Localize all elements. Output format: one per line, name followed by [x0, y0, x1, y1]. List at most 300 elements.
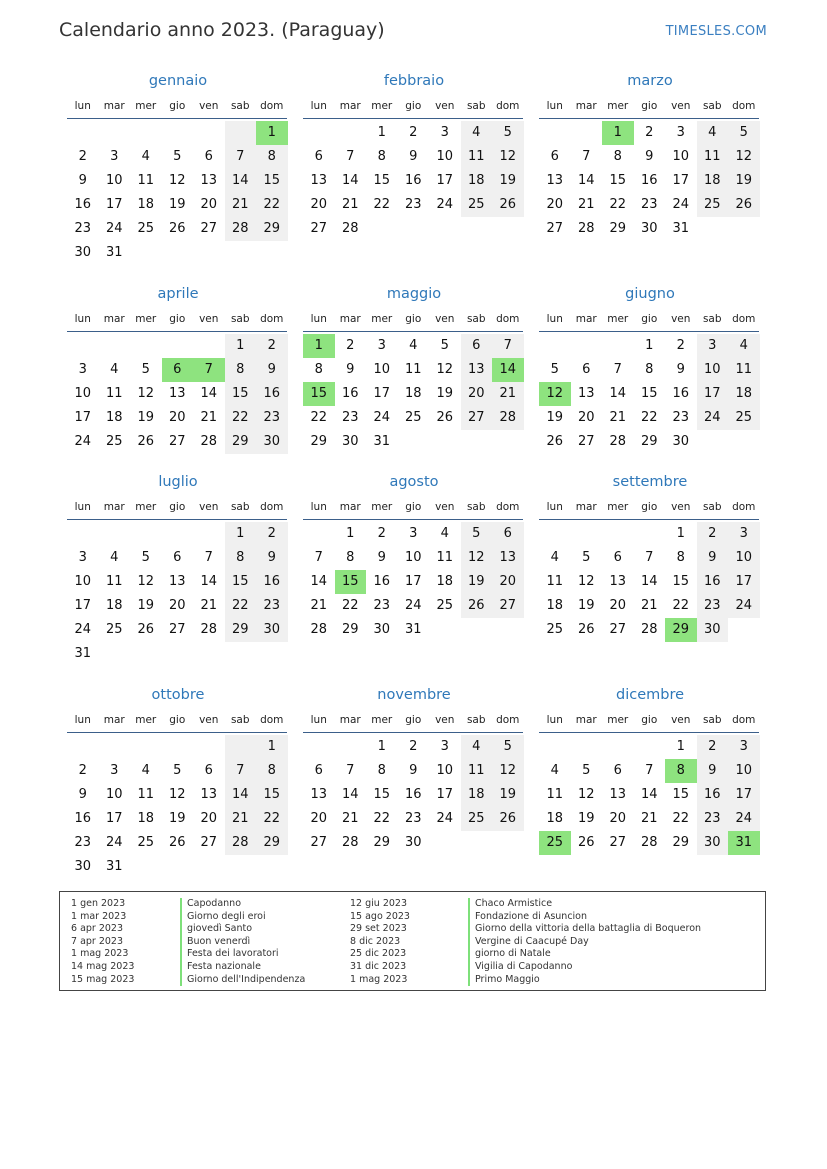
day-cell: 16	[74, 197, 92, 212]
day-cell: 21	[341, 197, 359, 212]
day-cell: 29	[310, 434, 328, 449]
weekday-label: mar	[103, 100, 125, 112]
day-cell: 15	[225, 570, 257, 594]
day-cell: 24	[728, 807, 760, 831]
day-cell: 13	[577, 386, 595, 401]
day-cell: 28	[310, 622, 328, 637]
legend-holiday-name: Vigilia di Capodanno	[468, 961, 701, 974]
day-cell: 12	[577, 574, 595, 589]
day-cell: 26	[168, 835, 186, 850]
day-cell: 14	[225, 783, 257, 807]
day-cell: 2	[409, 739, 418, 754]
month-divider	[303, 732, 523, 733]
day-cell: 16	[256, 570, 288, 594]
day-cell-holiday: 1	[303, 334, 335, 358]
day-cell: 17	[105, 811, 123, 826]
legend-holiday-name: Festa dei lavoratori	[180, 948, 305, 961]
day-cell: 22	[256, 807, 288, 831]
day-cell: 11	[105, 386, 123, 401]
day-cell: 11	[404, 362, 422, 377]
weekday-label: ven	[435, 313, 455, 325]
day-cell: 10	[728, 759, 760, 783]
day-cell: 8	[676, 550, 685, 565]
weekday-label: dom	[732, 313, 756, 325]
weekday-header	[67, 501, 289, 515]
day-cell: 2	[409, 125, 418, 140]
day-cell: 6	[204, 149, 213, 164]
day-cell: 21	[640, 811, 658, 826]
day-cell: 28	[225, 831, 257, 855]
day-grid	[303, 522, 525, 666]
day-cell: 17	[728, 570, 760, 594]
day-cell: 23	[672, 410, 690, 425]
day-cell-holiday: 1	[602, 121, 634, 145]
legend-holiday-date: 25 dic 2023	[350, 948, 407, 960]
day-cell: 22	[672, 598, 690, 613]
month-novembre	[303, 687, 525, 887]
day-cell: 23	[256, 594, 288, 618]
day-cell: 27	[577, 434, 595, 449]
day-cell: 2	[256, 334, 288, 358]
weekday-label: dom	[496, 714, 520, 726]
month-title: dicembre	[615, 687, 685, 703]
weekday-label: lun	[546, 501, 563, 513]
day-cell: 13	[461, 358, 493, 382]
weekday-label: ven	[671, 714, 691, 726]
day-cell: 10	[436, 763, 454, 778]
day-cell: 7	[225, 145, 257, 169]
day-cell: 12	[492, 759, 524, 783]
day-cell: 16	[640, 173, 658, 188]
day-cell: 2	[697, 735, 729, 759]
weekday-label: sab	[230, 100, 250, 112]
day-cell: 29	[256, 217, 288, 241]
day-cell: 13	[609, 574, 627, 589]
day-cell: 27	[609, 622, 627, 637]
day-cell: 12	[168, 787, 186, 802]
day-cell: 7	[225, 759, 257, 783]
day-cell: 22	[672, 811, 690, 826]
day-cell: 7	[582, 149, 591, 164]
day-cell: 19	[137, 410, 155, 425]
month-divider	[303, 331, 523, 332]
weekday-label: gio	[405, 714, 422, 726]
weekday-label: ven	[435, 714, 455, 726]
day-cell: 16	[341, 386, 359, 401]
day-cell: 8	[346, 550, 355, 565]
day-cell: 26	[546, 434, 564, 449]
day-cell-holiday: 7	[193, 358, 225, 382]
day-grid	[539, 121, 761, 265]
weekday-label: sab	[466, 100, 486, 112]
day-cell: 19	[492, 169, 524, 193]
day-cell: 15	[256, 783, 288, 807]
day-cell: 26	[436, 410, 454, 425]
weekday-label: mer	[371, 714, 393, 726]
day-cell: 29	[609, 221, 627, 236]
day-cell: 11	[137, 787, 155, 802]
day-cell: 16	[256, 382, 288, 406]
day-cell: 3	[78, 550, 87, 565]
weekday-label: lun	[74, 714, 91, 726]
day-cell: 16	[672, 386, 690, 401]
day-cell: 24	[404, 598, 422, 613]
day-cell: 27	[546, 221, 564, 236]
day-cell: 8	[377, 149, 386, 164]
weekday-label: dom	[496, 100, 520, 112]
day-cell-empty	[225, 121, 257, 145]
weekday-label: mer	[135, 501, 157, 513]
day-cell: 24	[697, 406, 729, 430]
day-cell: 12	[168, 173, 186, 188]
month-title: luglio	[158, 474, 198, 490]
weekday-label: mer	[135, 100, 157, 112]
month-title: gennaio	[148, 73, 208, 89]
day-cell: 12	[577, 787, 595, 802]
day-cell-holiday: 25	[539, 831, 571, 855]
month-marzo	[539, 73, 761, 273]
day-cell: 5	[728, 121, 760, 145]
legend-right-dates	[350, 898, 410, 986]
legend-holiday-date: 1 gen 2023	[71, 898, 126, 909]
weekday-label: gio	[169, 501, 186, 513]
day-cell: 20	[200, 197, 218, 212]
weekday-label: dom	[732, 714, 756, 726]
day-cell: 25	[105, 434, 123, 449]
day-cell: 26	[168, 221, 186, 236]
day-cell: 14	[577, 173, 595, 188]
weekday-label: mar	[575, 714, 597, 726]
day-cell: 13	[200, 787, 218, 802]
day-cell: 28	[577, 221, 595, 236]
day-cell: 18	[105, 598, 123, 613]
month-luglio	[67, 474, 289, 674]
month-divider	[67, 732, 287, 733]
legend-left-dates	[71, 898, 134, 986]
weekday-label: lun	[74, 313, 91, 325]
day-cell: 23	[256, 406, 288, 430]
day-cell: 24	[74, 622, 92, 637]
day-cell: 9	[256, 546, 288, 570]
day-grid	[67, 121, 289, 265]
day-cell: 25	[461, 807, 493, 831]
weekday-label: ven	[199, 714, 219, 726]
legend-holiday-name: Vergine di Caacupé Day	[468, 936, 701, 949]
day-cell: 30	[341, 434, 359, 449]
day-cell: 7	[645, 550, 654, 565]
day-cell: 31	[404, 622, 422, 637]
brand-logo-text[interactable]: TIMESLES.COM	[665, 24, 767, 39]
weekday-label: ven	[199, 501, 219, 513]
day-cell: 4	[728, 334, 760, 358]
day-cell: 3	[78, 362, 87, 377]
day-cell: 8	[377, 763, 386, 778]
day-grid	[67, 522, 289, 666]
day-cell: 28	[640, 622, 658, 637]
day-grid	[303, 334, 525, 478]
weekday-label: mer	[371, 313, 393, 325]
legend-holiday-date: 12 giu 2023	[350, 898, 407, 909]
day-cell: 6	[613, 550, 622, 565]
day-cell: 6	[314, 149, 323, 164]
day-cell: 4	[461, 121, 493, 145]
weekday-label: dom	[496, 501, 520, 513]
day-cell: 10	[373, 362, 391, 377]
day-cell: 26	[137, 434, 155, 449]
weekday-label: mer	[607, 501, 629, 513]
day-cell: 20	[577, 410, 595, 425]
day-cell: 9	[697, 546, 729, 570]
day-cell: 1	[676, 526, 685, 541]
weekday-label: ven	[199, 100, 219, 112]
day-cell: 17	[74, 410, 92, 425]
month-gennaio	[67, 73, 289, 273]
day-cell: 11	[461, 759, 493, 783]
day-cell: 29	[672, 835, 690, 850]
weekday-label: sab	[466, 714, 486, 726]
day-cell: 30	[672, 434, 690, 449]
day-cell: 6	[173, 550, 182, 565]
weekday-header	[303, 100, 525, 114]
month-ottobre	[67, 687, 289, 887]
day-cell: 6	[314, 763, 323, 778]
day-cell: 16	[404, 173, 422, 188]
day-cell: 17	[672, 173, 690, 188]
weekday-label: mer	[607, 100, 629, 112]
day-cell: 28	[341, 835, 359, 850]
legend-holiday-name: Buon venerdì	[180, 936, 305, 949]
day-cell: 27	[461, 406, 493, 430]
day-cell: 22	[609, 197, 627, 212]
month-agosto	[303, 474, 525, 674]
legend-holiday-date: 6 apr 2023	[71, 923, 124, 935]
day-cell: 25	[546, 622, 564, 637]
day-cell: 9	[409, 149, 418, 164]
month-title: febbraio	[383, 73, 445, 89]
day-cell: 1	[256, 735, 288, 759]
weekday-label: mar	[575, 313, 597, 325]
day-cell: 19	[461, 570, 493, 594]
day-cell: 18	[728, 382, 760, 406]
weekday-header	[539, 100, 761, 114]
day-cell: 11	[728, 358, 760, 382]
month-divider	[67, 331, 287, 332]
day-cell: 14	[609, 386, 627, 401]
weekday-label: sab	[702, 313, 722, 325]
day-cell: 9	[409, 763, 418, 778]
day-cell: 1	[645, 338, 654, 353]
day-cell: 27	[310, 221, 328, 236]
day-cell: 27	[609, 835, 627, 850]
weekday-label: sab	[702, 100, 722, 112]
day-cell: 13	[168, 386, 186, 401]
day-cell: 8	[314, 362, 323, 377]
weekday-label: lun	[310, 100, 327, 112]
day-cell: 26	[137, 622, 155, 637]
weekday-label: mer	[607, 313, 629, 325]
day-cell: 15	[640, 386, 658, 401]
legend-holiday-date: 7 apr 2023	[71, 935, 124, 947]
day-cell: 12	[436, 362, 454, 377]
day-cell: 13	[310, 173, 328, 188]
day-cell: 2	[256, 522, 288, 546]
weekday-label: ven	[435, 100, 455, 112]
holiday-legend	[59, 891, 766, 991]
day-cell: 15	[225, 382, 257, 406]
day-cell: 6	[613, 763, 622, 778]
day-cell: 24	[74, 434, 92, 449]
weekday-label: gio	[405, 501, 422, 513]
day-cell: 25	[105, 622, 123, 637]
day-cell: 11	[546, 787, 564, 802]
day-cell: 17	[74, 598, 92, 613]
day-cell: 24	[728, 594, 760, 618]
weekday-header	[67, 714, 289, 728]
legend-holiday-name: giovedì Santo	[180, 923, 305, 936]
day-cell: 9	[697, 759, 729, 783]
weekday-label: dom	[260, 313, 284, 325]
day-cell: 6	[204, 763, 213, 778]
day-cell: 27	[492, 594, 524, 618]
day-cell: 5	[141, 550, 150, 565]
day-cell: 25	[461, 193, 493, 217]
weekday-label: lun	[546, 714, 563, 726]
day-cell: 14	[200, 574, 218, 589]
day-cell: 29	[373, 835, 391, 850]
day-cell: 10	[105, 173, 123, 188]
day-cell: 26	[728, 193, 760, 217]
day-cell: 23	[404, 811, 422, 826]
day-cell: 22	[310, 410, 328, 425]
day-cell: 28	[640, 835, 658, 850]
month-title: maggio	[386, 286, 442, 302]
day-cell: 31	[373, 434, 391, 449]
page-title: Calendario anno 2023. (Paraguay)	[59, 19, 385, 41]
day-cell: 11	[105, 574, 123, 589]
day-cell: 19	[546, 410, 564, 425]
day-cell: 13	[168, 574, 186, 589]
weekday-label: ven	[671, 501, 691, 513]
day-cell: 5	[461, 522, 493, 546]
day-cell: 25	[404, 410, 422, 425]
day-cell: 8	[225, 358, 257, 382]
legend-holiday-name: Fondazione di Asuncion	[468, 911, 701, 924]
day-cell: 27	[168, 622, 186, 637]
day-cell: 5	[550, 362, 559, 377]
month-divider	[303, 519, 523, 520]
day-cell: 7	[346, 149, 355, 164]
legend-holiday-name: Chaco Armistice	[468, 898, 701, 911]
month-title: settembre	[612, 474, 688, 490]
day-grid	[67, 735, 289, 879]
day-cell: 10	[436, 149, 454, 164]
day-cell: 5	[582, 550, 591, 565]
weekday-label: mar	[339, 714, 361, 726]
weekday-label: ven	[199, 313, 219, 325]
day-grid	[539, 735, 761, 879]
day-cell: 9	[78, 173, 87, 188]
month-divider	[303, 118, 523, 119]
day-cell: 17	[436, 787, 454, 802]
weekday-label: mar	[339, 313, 361, 325]
day-cell: 9	[346, 362, 355, 377]
day-cell: 13	[609, 787, 627, 802]
day-cell: 3	[728, 735, 760, 759]
month-title: novembre	[377, 687, 451, 703]
day-cell: 9	[256, 358, 288, 382]
day-cell: 14	[341, 787, 359, 802]
day-cell: 19	[577, 598, 595, 613]
day-cell: 9	[676, 362, 685, 377]
weekday-header	[67, 313, 289, 327]
day-cell: 14	[200, 386, 218, 401]
weekday-label: mer	[607, 714, 629, 726]
day-cell: 25	[436, 598, 454, 613]
day-cell: 14	[640, 787, 658, 802]
day-grid	[67, 334, 289, 478]
day-cell: 6	[550, 149, 559, 164]
day-cell: 7	[645, 763, 654, 778]
day-cell: 17	[697, 382, 729, 406]
legend-holiday-date: 1 mar 2023	[71, 910, 127, 922]
day-cell: 15	[373, 787, 391, 802]
day-cell: 19	[137, 598, 155, 613]
day-cell: 12	[461, 546, 493, 570]
day-cell: 1	[346, 526, 355, 541]
month-title: agosto	[389, 474, 439, 490]
day-cell: 2	[377, 526, 386, 541]
weekday-label: sab	[230, 714, 250, 726]
day-cell: 18	[461, 783, 493, 807]
day-grid	[303, 121, 525, 265]
day-cell: 30	[640, 221, 658, 236]
weekday-label: mar	[103, 313, 125, 325]
day-cell: 5	[582, 763, 591, 778]
month-divider	[539, 118, 759, 119]
weekday-label: gio	[405, 313, 422, 325]
day-cell: 10	[697, 358, 729, 382]
day-cell: 11	[436, 550, 454, 565]
day-cell: 29	[256, 831, 288, 855]
day-cell: 14	[310, 574, 328, 589]
weekday-label: lun	[310, 313, 327, 325]
month-title: marzo	[627, 73, 673, 89]
day-cell: 23	[640, 197, 658, 212]
day-cell: 5	[440, 338, 449, 353]
day-cell-holiday: 14	[492, 358, 524, 382]
day-cell: 21	[341, 811, 359, 826]
day-cell: 31	[74, 646, 92, 661]
month-divider	[67, 118, 287, 119]
day-cell: 21	[577, 197, 595, 212]
day-cell: 5	[173, 763, 182, 778]
day-cell: 14	[225, 169, 257, 193]
day-cell-holiday: 6	[162, 358, 194, 382]
day-cell: 28	[492, 406, 524, 430]
day-cell: 30	[404, 835, 422, 850]
weekday-label: sab	[702, 714, 722, 726]
day-cell: 13	[310, 787, 328, 802]
day-cell: 25	[728, 406, 760, 430]
weekday-label: sab	[230, 313, 250, 325]
day-cell-holiday: 8	[665, 759, 697, 783]
day-cell: 7	[204, 550, 213, 565]
month-febbraio	[303, 73, 525, 273]
day-cell: 18	[137, 811, 155, 826]
day-cell: 3	[409, 526, 418, 541]
day-cell: 4	[461, 735, 493, 759]
legend-holiday-name: Giorno della vittoria della battaglia di Boqueron	[468, 923, 701, 936]
